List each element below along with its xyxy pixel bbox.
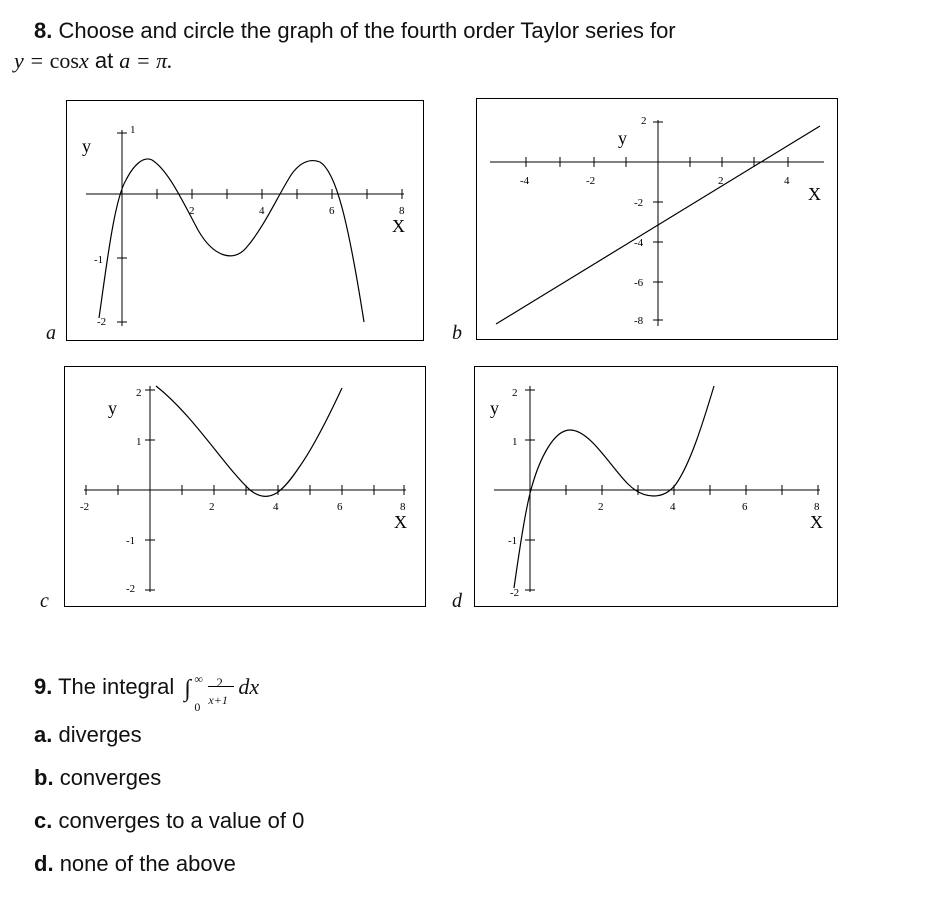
graph-a-ylabel: y (82, 136, 91, 156)
graph-a-ytick-1: 1 (130, 124, 136, 136)
graph-b-ytick-neg4: -4 (634, 237, 644, 249)
graph-a-xtick-4: 4 (259, 205, 265, 217)
graph-d-ytick-neg2: -2 (510, 587, 520, 599)
option-d-letter: d. (34, 851, 54, 876)
integrand-denominator: x+1 (208, 693, 228, 707)
graph-c-xtick-neg2: -2 (80, 501, 90, 513)
option-a-letter: a. (34, 722, 53, 747)
option-b[interactable] (34, 763, 161, 793)
graph-d-ytick-1: 1 (512, 436, 518, 448)
graph-a-ytick-neg1: -1 (94, 254, 104, 266)
graph-b-ytick-neg2: -2 (634, 197, 644, 209)
graph-c-ytick-neg1: -1 (126, 535, 136, 547)
graph-d-xlabel: X (810, 512, 823, 532)
graph-c[interactable] (64, 366, 426, 608)
graph-b-xtick-neg2: -2 (586, 175, 596, 187)
graph-c-ytick-neg2: -2 (126, 583, 136, 595)
graph-d[interactable] (474, 366, 838, 608)
graph-d-ytick-neg1: -1 (508, 535, 518, 547)
graph-d-label: d (452, 590, 462, 612)
option-b-letter: b. (34, 765, 54, 790)
option-a-text: diverges (58, 722, 142, 747)
graph-c-xtick-6: 6 (337, 501, 343, 513)
graph-a-xtick-8: 8 (399, 205, 405, 217)
integrand-numerator: 2 (216, 675, 223, 690)
question-9-number: 9. (34, 674, 53, 699)
graph-d-xtick-8: 8 (814, 501, 820, 513)
option-d[interactable] (34, 849, 236, 879)
question-9-text: The integral (58, 674, 175, 699)
graph-c-ylabel: y (108, 398, 117, 418)
graph-b[interactable] (476, 98, 838, 340)
q8-x: x (78, 48, 89, 73)
graph-c-xlabel: X (394, 512, 407, 532)
integral-sign: ∫ (184, 676, 191, 702)
graph-b-ytick-neg8: -8 (634, 315, 644, 327)
graph-b-ylabel: y (618, 128, 627, 148)
graph-d-xtick-6: 6 (742, 501, 748, 513)
graph-b-xtick-neg4: -4 (520, 175, 530, 187)
graph-a-xtick-6: 6 (329, 205, 335, 217)
option-d-text: none of the above (59, 851, 236, 876)
graph-c-curve (156, 386, 342, 496)
graph-c-xtick-2: 2 (209, 501, 215, 513)
graph-a-label: a (46, 322, 56, 344)
graph-b-xtick-2: 2 (718, 175, 724, 187)
graph-b-xtick-4: 4 (784, 175, 790, 187)
option-c[interactable] (34, 806, 304, 836)
question-8 (34, 16, 676, 46)
graph-c-label: c (40, 590, 49, 612)
graph-a[interactable] (66, 100, 424, 342)
question-8-line2 (14, 46, 173, 76)
graph-c-xtick-8: 8 (400, 501, 406, 513)
question-8-number: 8. (34, 18, 53, 43)
graph-b-ytick-neg6: -6 (634, 277, 644, 289)
graph-a-ytick-neg2: -2 (97, 316, 107, 328)
integral-expression (180, 672, 276, 714)
graph-c-ytick-2: 2 (136, 387, 142, 399)
option-b-text: converges (59, 765, 162, 790)
q8-y-eq: y = (14, 48, 50, 73)
integral-dx: dx (238, 674, 260, 699)
option-a[interactable] (34, 720, 142, 750)
integral-upper-limit: ∞ (194, 672, 203, 686)
graph-a-xlabel: X (392, 216, 405, 236)
integral-lower-limit: 0 (194, 700, 201, 714)
graph-b-label: b (452, 322, 462, 344)
option-c-text: converges to a value of 0 (58, 808, 305, 833)
question-8-text: Choose and circle the graph of the fourth order Taylor series for (58, 18, 676, 43)
question-9 (34, 672, 276, 714)
graph-a-curve (99, 159, 364, 322)
q8-cos: cos (49, 48, 79, 73)
graph-c-xtick-4: 4 (273, 501, 279, 513)
option-c-letter: c. (34, 808, 53, 833)
q8-a-eq: a = π. (119, 48, 173, 73)
graph-d-ytick-2: 2 (512, 387, 518, 399)
graph-b-xlabel: X (808, 184, 821, 204)
graph-d-ylabel: y (490, 398, 499, 418)
graph-d-xtick-2: 2 (598, 501, 604, 513)
q8-at: at (88, 48, 120, 73)
graph-b-ytick-2: 2 (641, 115, 647, 127)
graph-a-xtick-2: 2 (189, 205, 195, 217)
graph-c-ytick-1: 1 (136, 436, 142, 448)
graph-d-curve (514, 386, 714, 588)
graph-d-xtick-4: 4 (670, 501, 676, 513)
